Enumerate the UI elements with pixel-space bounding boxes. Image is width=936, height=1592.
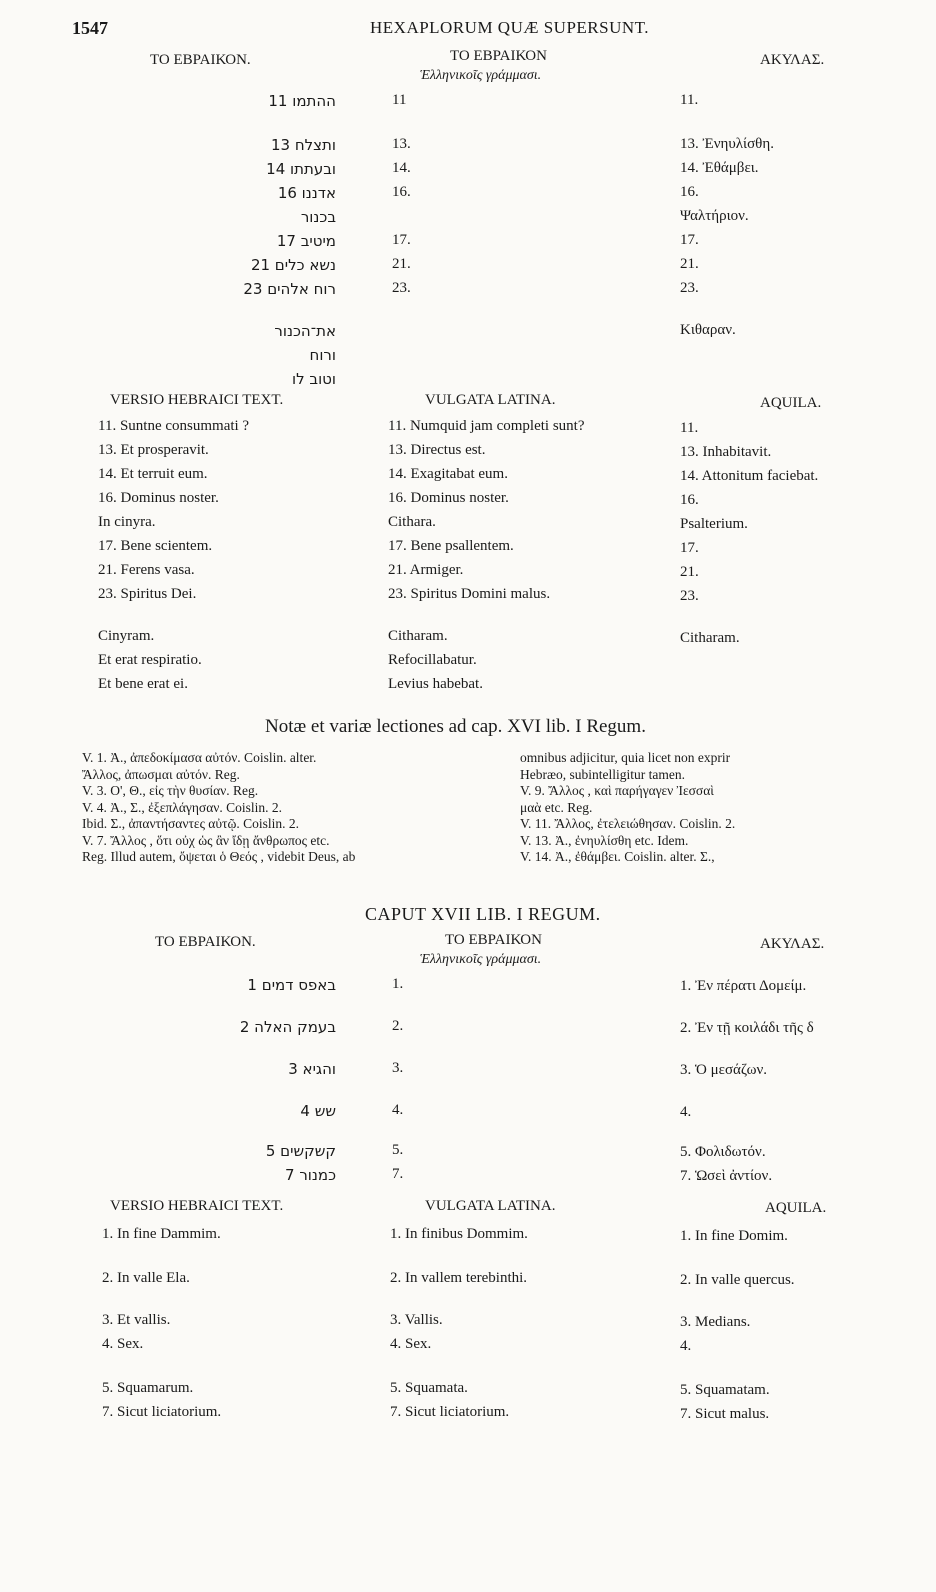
hebrew-version-cell: 1. In fine Dammim. (102, 1226, 221, 1242)
col-head-translit-sub: Ἑλληνικοῖς γράμμασι. (420, 68, 542, 83)
aquila-latin-cell: 17. (680, 540, 699, 556)
vulgata-cell: 4. Sex. (390, 1336, 432, 1352)
verse-number: 17. (392, 232, 411, 248)
aquila-latin-cell: 21. (680, 564, 699, 580)
aquila-cell: 17. (680, 232, 699, 248)
verse-number: 23. (392, 280, 411, 296)
col-head-aquila-2: ΑΚΥΛΑΣ. (760, 936, 825, 952)
hebrew-cell: מיטיב 17 (276, 232, 336, 250)
verse-number: 14. (392, 160, 411, 176)
aquila-cell: 16. (680, 184, 699, 200)
vulgata-cell: 7. Sicut liciatorium. (390, 1404, 510, 1420)
vulgata-cell: 17. Bene psallentem. (388, 538, 514, 554)
col-head-aquila: ΑΚΥΛΑΣ. (760, 52, 825, 68)
vulgata-cell: Citharam. (388, 628, 448, 644)
running-head: HEXAPLORUM QUÆ SUPERSUNT. (370, 18, 650, 37)
latin-head-vulgata-2: VULGATA LATINA. (425, 1198, 556, 1214)
aquila-latin-cell: 23. (680, 588, 699, 604)
latin-head-aquila-2: AQUILA. (765, 1200, 827, 1216)
hebrew-version-cell: 2. In valle Ela. (102, 1270, 190, 1286)
aquila-latin-cell: 4. (680, 1338, 692, 1354)
hebrew-version-cell: In cinyra. (98, 514, 156, 530)
col-head-translit-2: ΤΟ ΕΒΡΑΙΚΟΝ (445, 932, 542, 948)
vulgata-cell: Levius habebat. (388, 676, 483, 692)
hebrew-version-cell: 4. Sex. (102, 1336, 144, 1352)
aquila-latin-cell: 7. Sicut malus. (680, 1406, 770, 1422)
hebrew-cell: בכנור (300, 208, 336, 226)
aquila-cell: 5. Φολιδωτόν. (680, 1144, 766, 1160)
hebrew-cell: נשא כלים 21 (250, 256, 336, 274)
vulgata-cell: 5. Squamata. (390, 1380, 468, 1396)
hebrew-version-cell: 16. Dominus noster. (98, 490, 219, 506)
verse-number: 16. (392, 184, 411, 200)
aquila-cell: 3. Ὁ μεσάζων. (680, 1062, 767, 1078)
aquila-latin-cell: 3. Medians. (680, 1314, 751, 1330)
hebrew-cell: רוח אלהים 23 (243, 280, 336, 298)
verse-number: 4. (392, 1102, 404, 1118)
note-line: Ibid. Σ., ἀπαντήσαντες αὐτῷ. Coislin. 2. (82, 816, 300, 831)
notes-title: Notæ et variæ lectiones ad cap. XVI lib. I Regum. (265, 716, 646, 737)
hebrew-version-cell: 21. Ferens vasa. (98, 562, 195, 578)
latin-head-hebrew: VERSIO HEBRAICI TEXT. (110, 392, 284, 408)
note-line: Reg. Illud autem, ὄψεται ὁ Θεός , videbit Deus, ab (82, 849, 356, 864)
verse-number: 21. (392, 256, 411, 272)
hebrew-cell: את־הכנור (274, 322, 336, 340)
hebrew-version-cell: 13. Et prosperavit. (98, 442, 209, 458)
vulgata-cell: 13. Directus est. (388, 442, 486, 458)
note-line: V. 9. Ἄλλος , καὶ παρήγαγεν Ἰεσσαὶ (520, 783, 714, 798)
hebrew-cell: אדננו 16 (277, 184, 336, 202)
note-line: V. 14. Ἀ., ἐθάμβει. Coislin. alter. Σ., (520, 849, 715, 864)
hebrew-cell: ורוח (309, 346, 336, 364)
col-head-translit-sub-2: Ἑλληνικοῖς γράμμασι. (420, 952, 542, 967)
vulgata-cell: Cithara. (388, 514, 436, 530)
aquila-cell: 2. Ἐν τῇ κοιλάδι τῆς δ (680, 1020, 814, 1036)
hebrew-cell: ובעתתו 14 (266, 160, 336, 178)
note-line: V. 3. Ο', Θ., εἰς τὴν θυσίαν. Reg. (82, 783, 259, 798)
hebrew-cell: ההתמו 11 (268, 92, 336, 110)
vulgata-cell: 16. Dominus noster. (388, 490, 509, 506)
vulgata-cell: 2. In vallem terebinthi. (390, 1270, 528, 1286)
caput-title: CAPUT XVII LIB. I REGUM. (365, 904, 601, 924)
vulgata-cell: 11. Numquid jam completi sunt? (388, 418, 585, 434)
note-line: Ἄλλος, ἀπωσμαι αὐτόν. Reg. (82, 766, 240, 782)
vulgata-cell: 14. Exagitabat eum. (388, 466, 508, 482)
hebrew-cell: בעמק האלה 2 (239, 1018, 336, 1036)
aquila-cell: 11. (680, 92, 699, 108)
aquila-cell: 21. (680, 256, 699, 272)
verse-number: 2. (392, 1018, 404, 1034)
aquila-cell: 1. Ἐν πέρατι Δομείμ. (680, 978, 807, 994)
verse-number: 3. (392, 1060, 404, 1076)
aquila-latin-cell: 1. In fine Domim. (680, 1228, 788, 1244)
verse-number: 5. (392, 1142, 404, 1158)
aquila-cell: 14. Ἐθάμβει. (680, 160, 759, 176)
note-line: V. 1. Ἀ., ἀπεδοκίμασα αὐτόν. Coislin. alter. (82, 750, 317, 765)
hebrew-cell: ותצלח 13 (270, 136, 336, 154)
aquila-latin-cell: Citharam. (680, 630, 740, 646)
latin-head-vulgata: VULGATA LATINA. (425, 392, 556, 408)
aquila-latin-cell: 5. Squamatam. (680, 1382, 770, 1398)
verse-number: 13. (392, 136, 411, 152)
aquila-cell: Κιθαραν. (680, 322, 736, 338)
col-head-hebrew: ΤΟ ΕΒΡΑΙΚΟΝ. (150, 52, 251, 68)
aquila-cell: 13. Ἐνηυλίσθη. (680, 136, 774, 152)
page-number: 1547 (72, 18, 108, 38)
latin-head-aquila: AQUILA. (760, 395, 822, 411)
hebrew-cell: והגיא 3 (288, 1060, 336, 1078)
hebrew-version-cell: 3. Et vallis. (102, 1312, 171, 1328)
note-line: V. 7. Ἄλλος , ὅτι οὐχ ὡς ἂν ἴδῃ ἄνθρωπος etc. (82, 832, 330, 848)
aquila-cell: 7. Ὡσεὶ ἀντίον. (680, 1168, 773, 1184)
latin-head-hebrew-2: VERSIO HEBRAICI TEXT. (110, 1198, 284, 1214)
verse-number: 7. (392, 1166, 404, 1182)
hebrew-version-cell: 7. Sicut liciatorium. (102, 1404, 222, 1420)
hebrew-cell: וטוב לו (292, 370, 336, 388)
hebrew-version-cell: 5. Squamarum. (102, 1380, 194, 1396)
aquila-latin-cell: 2. In valle quercus. (680, 1272, 795, 1288)
hebrew-cell: קשקשים 5 (265, 1142, 336, 1160)
vulgata-cell: 1. In finibus Dommim. (390, 1226, 528, 1242)
aquila-latin-cell: 14. Attonitum faciebat. (680, 468, 819, 484)
hebrew-cell: שש 4 (300, 1102, 336, 1120)
hebrew-version-cell: 17. Bene scientem. (98, 538, 213, 554)
aquila-latin-cell: 16. (680, 492, 699, 508)
aquila-latin-cell: 11. (680, 420, 699, 436)
vulgata-cell: Refocillabatur. (388, 652, 477, 668)
vulgata-cell: 21. Armiger. (388, 562, 464, 578)
note-line: V. 13. Ἀ., ἐνηυλίσθη etc. Idem. (520, 832, 689, 848)
hebrew-version-cell: 14. Et terruit eum. (98, 466, 208, 482)
hebrew-cell: באפס דמים 1 (247, 976, 336, 994)
vulgata-cell: 23. Spiritus Domini malus. (388, 586, 551, 602)
note-line: Hebræo, subintelligitur tamen. (520, 766, 685, 782)
hebrew-version-cell: 23. Spiritus Dei. (98, 586, 197, 602)
aquila-cell: 23. (680, 280, 699, 296)
col-head-hebrew-2: ΤΟ ΕΒΡΑΙΚΟΝ. (155, 934, 256, 950)
aquila-latin-cell: Psalterium. (680, 516, 748, 532)
col-head-translit: ΤΟ ΕΒΡΑΙΚΟΝ (450, 48, 547, 64)
hebrew-version-cell: 11. Suntne consummati ? (98, 418, 250, 434)
note-line: μαὰ etc. Reg. (520, 799, 593, 815)
aquila-latin-cell: 13. Inhabitavit. (680, 444, 772, 460)
hebrew-cell: כמנור 7 (285, 1166, 336, 1184)
verse-number: 1. (392, 976, 404, 992)
aquila-cell: Ψαλτήριον. (680, 208, 749, 224)
hebrew-version-cell: Cinyram. (98, 628, 155, 644)
hebrew-version-cell: Et bene erat ei. (98, 676, 188, 692)
note-line: V. 11. Ἄλλος, ἐτελειώθησαν. Coislin. 2. (520, 816, 736, 831)
note-line: omnibus adjicitur, quia licet non exprir (520, 750, 731, 765)
aquila-cell: 4. (680, 1104, 692, 1120)
verse-number: 11 (392, 92, 407, 108)
hebrew-version-cell: Et erat respiratio. (98, 652, 202, 668)
note-line: V. 4. Ἀ., Σ., ἐξεπλάγησαν. Coislin. 2. (82, 799, 283, 815)
vulgata-cell: 3. Vallis. (390, 1312, 443, 1328)
